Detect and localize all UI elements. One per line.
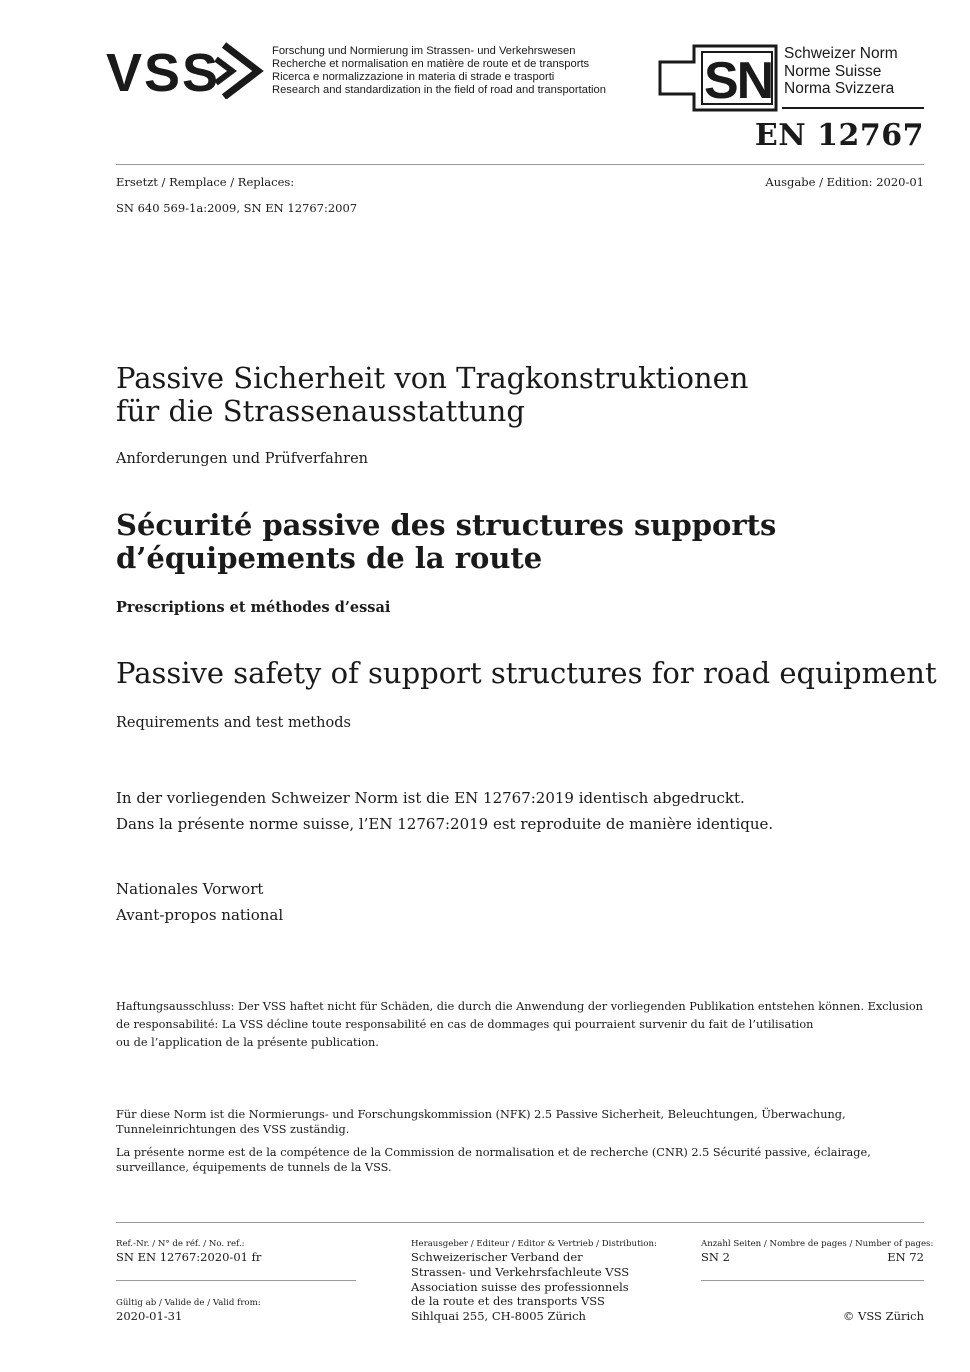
vss-description-line: Forschung und Normierung im Strassen- und Verkehrswesen <box>272 45 576 57</box>
publisher-line: de la route et des transports VSS <box>411 1294 605 1309</box>
sn-logo-text: SN <box>704 52 773 110</box>
vss-description-line: Recherche et normalisation en matière de route et de transports <box>272 58 590 70</box>
copyright: © VSS Zürich <box>842 1309 924 1323</box>
committee-fr-line: La présente norme est de la compétence de la Commission de normalisation et de recherche (CNR) 2.5 Sécurité passive, éclairage, <box>116 1146 871 1159</box>
publisher-address <box>411 1250 629 1324</box>
sn-name-de: Schweizer Norm <box>784 45 898 62</box>
publisher-label: Herausgeber / Editeur / Editor & Vertrieb / Distribution: <box>411 1239 657 1249</box>
footer-pages-rule <box>701 1280 924 1281</box>
identity-statement-fr: Dans la présente norme suisse, l’EN 12767:2019 est reproduite de manière identique. <box>116 815 774 833</box>
foreword-de: Nationales Vorwort <box>116 880 264 898</box>
title-de-line1: Passive Sicherheit von Tragkonstruktionen <box>116 361 749 395</box>
ref-value: SN EN 12767:2020-01 fr <box>116 1250 262 1264</box>
title-fr-line2: d’équipements de la route <box>116 541 543 575</box>
replaces-value: SN 640 569-1a:2009, SN EN 12767:2007 <box>116 201 358 215</box>
publisher-line: Strassen- und Verkehrsfachleute VSS <box>411 1264 630 1279</box>
ref-label: Ref.-Nr. / N° de réf. / No. ref.: <box>116 1239 245 1249</box>
footer-ref-rule <box>116 1280 356 1281</box>
subtitle-de: Anforderungen und Prüfverfahren <box>116 451 368 467</box>
sn-rule <box>782 107 924 109</box>
disclaimer <box>116 998 923 1052</box>
title-fr-line1: Sécurité passive des structures supports <box>116 508 777 542</box>
disclaimer-line: de responsabilité: La VSS décline toute responsabilité en cas de dommages qui pourraient survenir du fait de l’utilisation <box>116 1018 814 1031</box>
vss-description-line: Ricerca e normalizzazione in materia di strade e trasporti <box>272 71 555 83</box>
pages-en: EN 72 <box>887 1250 924 1264</box>
pages-sn: SN 2 <box>701 1250 730 1264</box>
vss-description <box>272 45 606 97</box>
document-number: EN 12767 <box>754 118 924 153</box>
publisher-line: Sihlquai 255, CH-8005 Zürich <box>411 1309 586 1324</box>
valid-label: Gültig ab / Valide de / Valid from: <box>116 1298 261 1308</box>
valid-value: 2020-01-31 <box>116 1309 183 1323</box>
identity-statement-de: In der vorliegenden Schweizer Norm ist die EN 12767:2019 identisch abgedruckt. <box>116 789 745 807</box>
committee-fr-line: surveillance, équipements de tunnels de la VSS. <box>116 1160 392 1174</box>
sn-logo <box>658 44 780 112</box>
footer-divider <box>116 1222 924 1223</box>
sn-name-it: Norma Svizzera <box>784 80 895 97</box>
committee-de-line: Tunneleinrichtungen des VSS zuständig. <box>116 1122 350 1136</box>
title-de-line2: für die Strassenausstattung <box>116 394 525 428</box>
subtitle-en: Requirements and test methods <box>116 715 351 731</box>
foreword-fr: Avant-propos national <box>116 906 284 924</box>
publisher-line: Association suisse des professionnels <box>411 1279 629 1294</box>
replaces-label: Ersetzt / Remplace / Replaces: <box>116 175 295 189</box>
vss-logo <box>106 41 266 99</box>
committee-de <box>116 1108 846 1137</box>
pages-label: Anzahl Seiten / Nombre de pages / Number of pages: <box>701 1239 934 1249</box>
title-en: Passive safety of support structures for road equipment <box>116 656 937 690</box>
sn-name-fr: Norme Suisse <box>784 62 882 80</box>
sn-names <box>784 45 898 98</box>
publisher-line: Schweizerischer Verband der <box>411 1250 583 1264</box>
vss-description-line: Research and standardization in the field of road and transportation <box>272 84 606 96</box>
subtitle-fr: Prescriptions et méthodes d’essai <box>116 599 391 616</box>
committee-fr <box>116 1146 871 1175</box>
header-divider <box>116 164 924 165</box>
committee-de-line: Für diese Norm ist die Normierungs- und Forschungskommission (NFK) 2.5 Passive Sicherheit, Beleuchtungen, Überwachung, <box>116 1108 846 1121</box>
vss-logo-text: VSS <box>106 43 221 99</box>
disclaimer-line: Haftungsausschluss: Der VSS haftet nicht für Schäden, die durch die Anwendung der vorliegenden Publikation entstehen können. Exclusion <box>116 1000 923 1013</box>
edition: Ausgabe / Edition: 2020-01 <box>765 175 924 189</box>
disclaimer-line: ou de l’application de la présente publication. <box>116 1036 379 1049</box>
